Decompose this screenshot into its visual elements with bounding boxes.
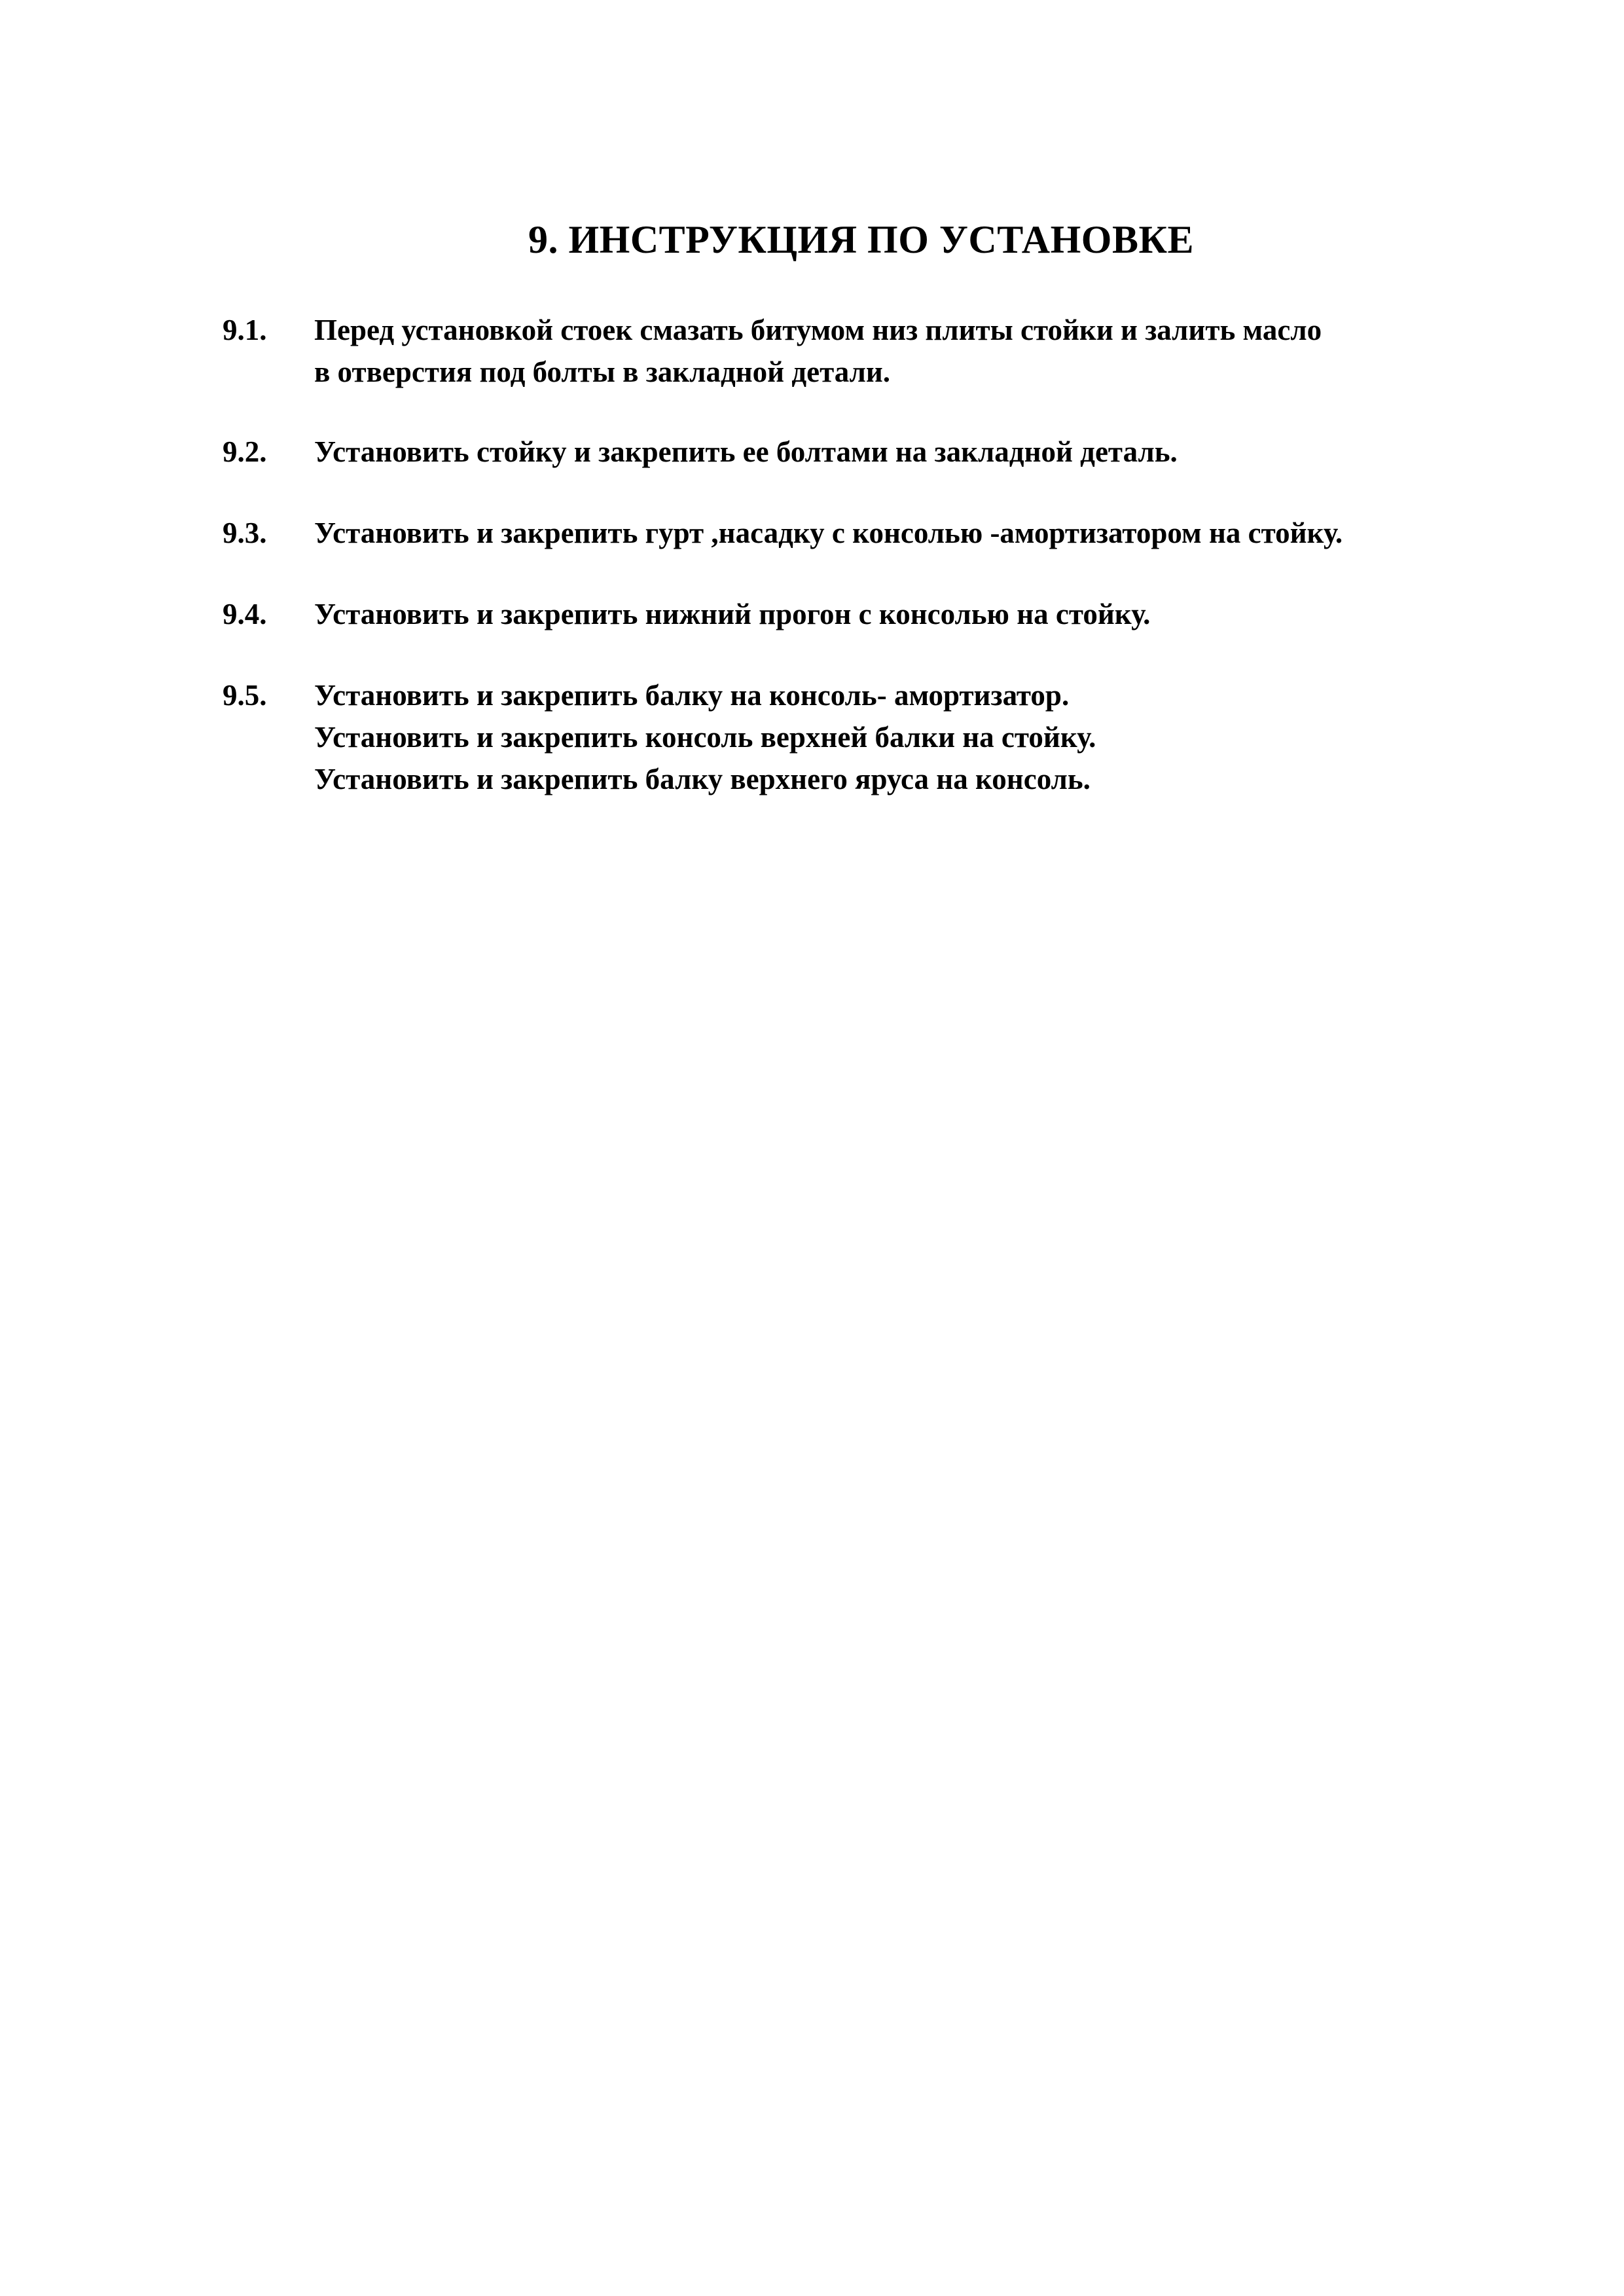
item-line: в отверстия под болты в закладной детали. [314,355,891,388]
item-line: Установить и закрепить гурт ,насадку с консолью -амортизатором на стойку. [314,517,1343,549]
item-line: Установить стойку и закрепить ее болтами на закладной деталь. [314,435,1178,468]
item-line: Установить и закрепить консоль верхней балки на стойку. [314,721,1096,754]
item-number: 9.3. [223,517,267,549]
item-text [314,309,1525,393]
item-number: 9.4. [223,598,267,630]
item-text [314,674,1525,800]
item-text [314,593,1525,635]
item-line: Установить и закрепить нижний прогон с консолью на стойку. [314,598,1151,630]
item-number: 9.1. [223,314,267,346]
item-text [314,512,1525,554]
item-number: 9.5. [223,679,267,712]
item-text [314,431,1525,473]
item-line: Установить и закрепить балку на консоль- амортизатор. [314,679,1070,712]
section-title: 9. ИНСТРУКЦИЯ ПО УСТАНОВКЕ [528,218,1194,261]
item-number: 9.2. [223,435,267,468]
item-line: Установить и закрепить балку верхнего яруса на консоль. [314,763,1091,795]
item-line: Перед установкой стоек смазать битумом низ плиты стойки и залить масло [314,314,1322,346]
